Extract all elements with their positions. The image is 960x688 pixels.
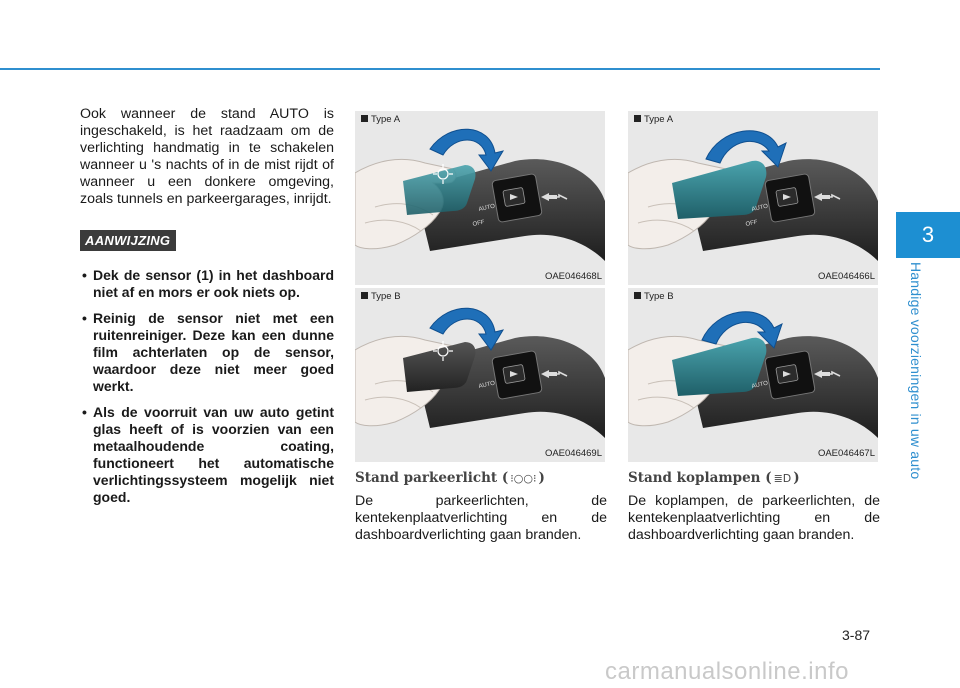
page-number: 3-87 (842, 627, 871, 643)
figure-code: OAE046469L (544, 448, 602, 459)
figure-parking-type-a (355, 111, 605, 285)
switch-label-auto: AUTO (751, 380, 769, 390)
section-body: De parkeerlichten, de kentekenplaatverlichting en de dashboardverlichting gaan branden. (355, 493, 607, 543)
figure-type-label: Type B (361, 291, 401, 302)
section-parking-light (355, 470, 607, 544)
switch-label-off: OFF (745, 219, 759, 228)
intro-paragraph: Ook wanneer de stand AUTO is ingeschakeld, is het raadzaam om de verlichting handmatig in te schakelen wanneer u 's nachts of in de mist rijdt of wanneer u een donkere omgeving, zoals tunnels en parkeergarages, inrijdt. (80, 106, 334, 207)
rotate-arrow-icon (430, 129, 503, 171)
switch-label-auto: AUTO (478, 380, 496, 390)
figure-code: OAE046467L (817, 448, 875, 459)
note-item: • Als de voorruit van uw auto getint glas heeft of is voorzien van een metaalhoudende coating, functioneert het automatische verlichtingssysteem mogelijk niet goed. (80, 404, 334, 506)
header-rule (0, 68, 880, 70)
parking-light-icon: ⁝○○⁝ (510, 472, 537, 485)
section-heading: Stand parkeerlicht ( ⁝○○⁝ ) (355, 470, 545, 486)
note-item: • Reinig de sensor niet met een ruitenreiniger. Deze kan een dunne film achterlaten op de sensor, waardoor deze niet meer goed werkt. (80, 310, 334, 395)
note-item: • Dek de sensor (1) in het dashboard niet af en mors er ook niets op. (80, 267, 334, 301)
figure-headlamp-type-b (628, 288, 878, 462)
figure-type-label: Type A (361, 114, 400, 125)
section-headlamp (628, 470, 880, 544)
headlamp-icon: ≣D (773, 472, 792, 485)
figure-code: OAE046466L (817, 271, 875, 282)
section-heading: Stand koplampen ( ≣D ) (628, 470, 800, 486)
switch-label-auto: AUTO (751, 203, 769, 213)
watermark: carmanualsonline.info (605, 658, 849, 685)
switch-label-off: OFF (472, 219, 486, 228)
chapter-number: 3 (921, 222, 935, 247)
chapter-number-tab (896, 212, 960, 258)
figure-headlamp-type-a (628, 111, 878, 285)
chapter-title: Handige voorzieningen in uw auto (908, 262, 924, 480)
figure-code: OAE046468L (544, 271, 602, 282)
left-column (80, 106, 334, 515)
rotate-arrow-icon (706, 131, 786, 167)
note-list (80, 267, 334, 506)
figure-parking-type-b (355, 288, 605, 462)
note-label: AANWIJZING (80, 230, 176, 251)
figure-type-label: Type A (634, 114, 673, 125)
figure-type-label: Type B (634, 291, 674, 302)
section-body: De koplampen, de parkeerlichten, de kentekenplaatverlichting en de dashboardverlichting gaan branden. (628, 493, 880, 543)
switch-label-auto: AUTO (478, 203, 496, 213)
